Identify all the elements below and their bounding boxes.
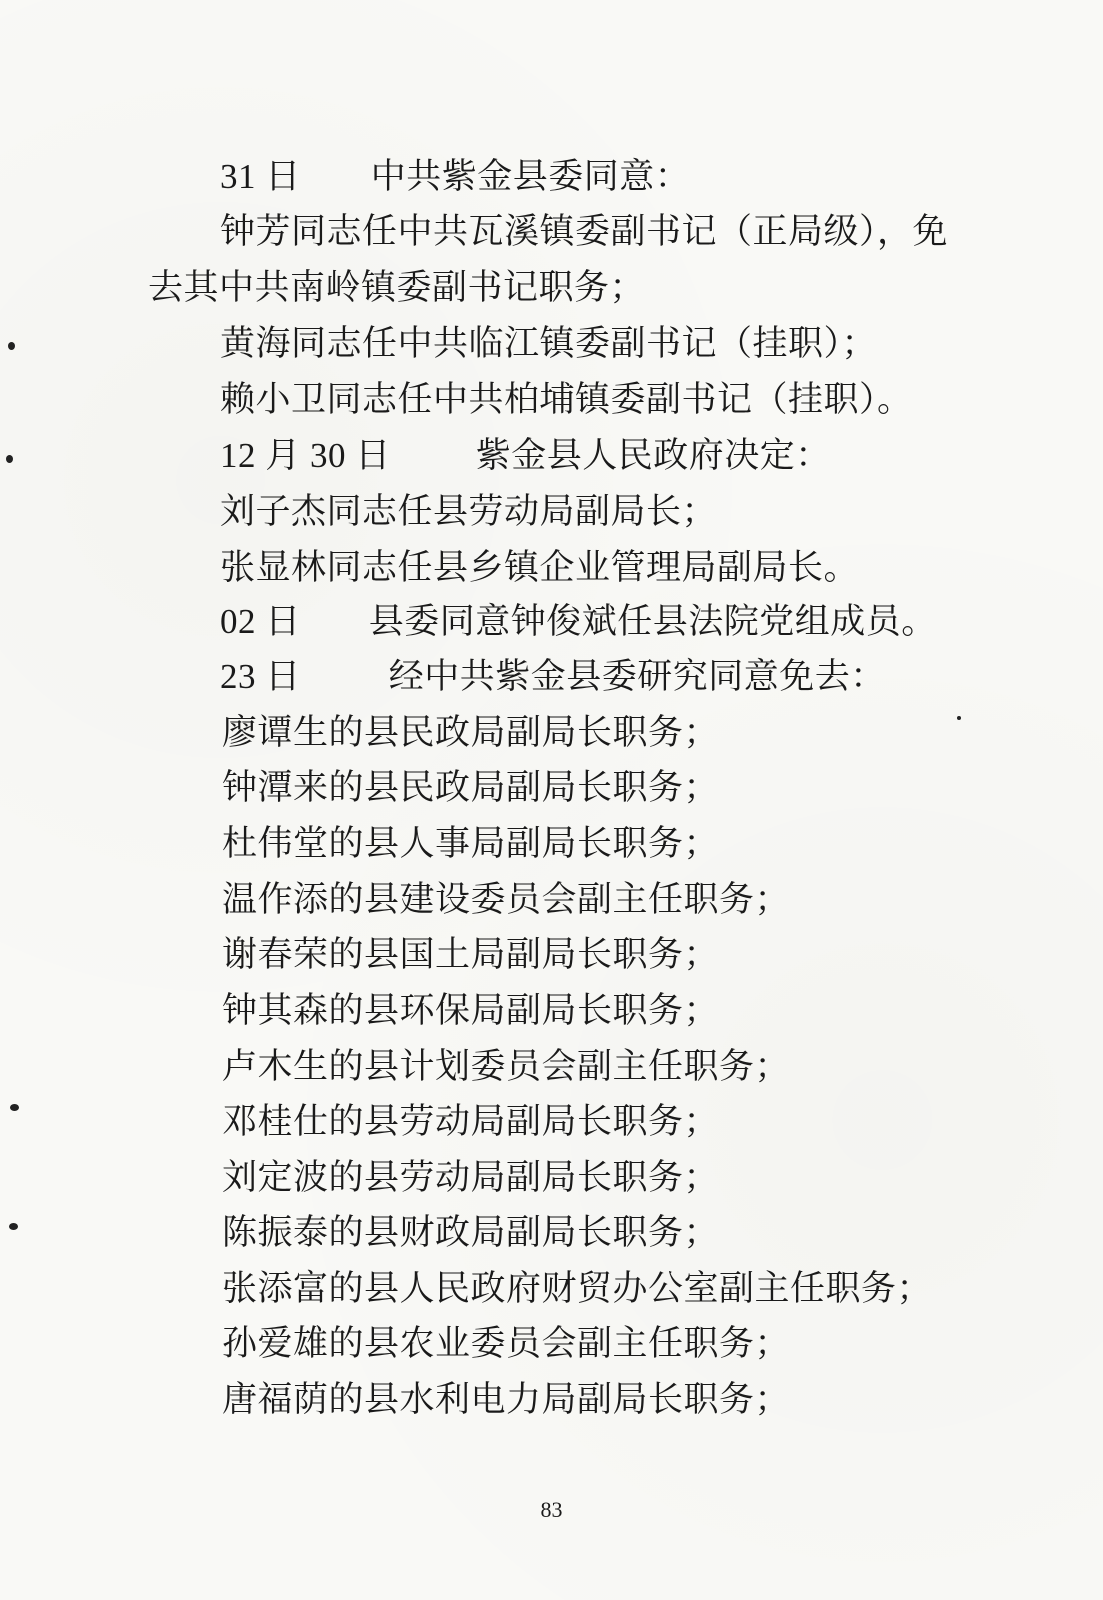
scan-speck bbox=[957, 716, 961, 720]
removal-line: 廖谭生的县民政局副局长职务； bbox=[222, 713, 720, 753]
removal-line: 邓桂仕的县劳动局副局长职务； bbox=[222, 1102, 720, 1142]
entry-date: 23 日 bbox=[220, 657, 301, 696]
text-line: 黄海同志任中共临江镇委副书记（挂职）； bbox=[220, 324, 878, 364]
scan-speck bbox=[9, 1223, 18, 1230]
entry-date: 02 日 bbox=[220, 602, 301, 641]
entry-23-header bbox=[220, 655, 886, 699]
text-line: 赖小卫同志任中共柏埔镇委副书记（挂职）。 bbox=[220, 380, 913, 420]
scan-speck bbox=[10, 1104, 19, 1111]
removal-line: 刘定波的县劳动局副局长职务； bbox=[222, 1158, 720, 1198]
entry-1230-header bbox=[220, 434, 831, 478]
removal-line: 陈振泰的县财政局副局长职务； bbox=[222, 1213, 720, 1253]
text-line: 钟芳同志任中共瓦溪镇委副书记（正局级），免 bbox=[220, 212, 949, 252]
removal-line: 钟其森的县环保局副局长职务； bbox=[222, 991, 720, 1031]
entry-31-header bbox=[220, 155, 690, 199]
scan-speck bbox=[8, 342, 15, 350]
entry-text: 经中共紫金县委研究同意免去： bbox=[388, 657, 886, 697]
text-line: 去其中共南岭镇委副书记职务； bbox=[148, 268, 646, 308]
scan-speck bbox=[6, 455, 13, 463]
removal-line: 孙爱雄的县农业委员会副主任职务； bbox=[222, 1324, 791, 1364]
removal-line: 温作添的县建设委员会副主任职务； bbox=[222, 880, 791, 920]
removal-line: 谢春荣的县国土局副局长职务； bbox=[222, 935, 720, 975]
entry-02-header bbox=[220, 600, 937, 644]
page-number: 83 bbox=[540, 1497, 563, 1522]
removal-line: 卢木生的县计划委员会副主任职务； bbox=[222, 1047, 791, 1087]
removal-line: 唐福荫的县水利电力局副局长职务； bbox=[222, 1380, 791, 1420]
entry-text: 县委同意钟俊斌任县法院党组成员。 bbox=[368, 602, 937, 642]
text-line: 刘子杰同志任县劳动局副局长； bbox=[220, 492, 718, 532]
entry-date: 12 月 30 日 bbox=[220, 436, 391, 475]
removal-line: 钟潭来的县民政局副局长职务； bbox=[222, 768, 720, 808]
removal-line: 杜伟堂的县人事局副局长职务； bbox=[222, 824, 720, 864]
entry-text: 中共紫金县委同意： bbox=[370, 157, 691, 197]
entry-date: 31 日 bbox=[220, 157, 301, 196]
removal-line: 张添富的县人民政府财贸办公室副主任职务； bbox=[222, 1269, 933, 1309]
text-line: 张显林同志任县乡镇企业管理局副局长。 bbox=[220, 548, 860, 588]
entry-text: 紫金县人民政府决定： bbox=[475, 436, 831, 476]
